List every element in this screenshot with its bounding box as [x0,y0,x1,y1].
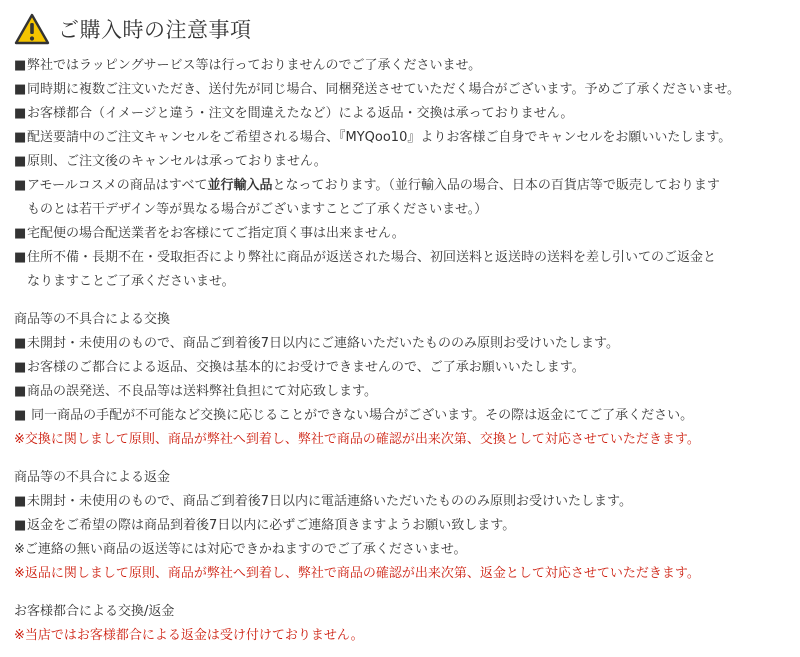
list-item [14,404,786,428]
bullet-square: ■ [14,154,27,169]
bullet-square: ■ [14,494,27,509]
note-continuation: ものとは若干デザイン等が異なる場合がございますことご了承くださいませ。） [27,202,488,217]
exchange-notice: ※交換に関しまして原則、商品が弊社へ到着し、弊社で商品の確認が出来次第、交換として対応させていただきます。 [14,432,700,447]
note-item [14,102,786,126]
note-text: 住所不備・長期不在・受取拒否により弊社に商品が返送された場合、初回送料と返送時の送料を差し引いてのご返金と [27,250,717,265]
customer-title: お客様都合による交換/返金 [14,604,175,619]
exchange-title: 商品等の不具合による交換 [14,312,171,327]
note-item-import [14,174,786,198]
note-item [14,54,786,78]
bullet-square: ■ [14,250,27,265]
bullet-square: ■ [14,178,27,193]
bullet-square: ■ [14,518,27,533]
bullet-square: ■ [14,130,27,145]
note-item [14,126,786,150]
note-text: 原則、ご注文後のキャンセルは承っておりません。 [27,154,327,169]
note-item [14,78,786,102]
note-text: 同時期に複数ご注文いただき、送付先が同じ場合、同梱発送させていただく場合がございます。予めご了承くださいませ。 [27,82,741,97]
list-item [14,380,786,404]
import-note-pre: アモールコスメの商品はすべて [27,178,208,193]
note-text: お客様都合（イメージと違う・注文を間違えたなど）による返品・交換は承っておりません。 [27,106,574,121]
note-continuation: なりますことご了承くださいませ。 [27,274,235,289]
note-text: 宅配便の場合配送業者をお客様にてご指定頂く事は出来ません。 [27,226,405,241]
customer-section [14,600,786,648]
list-item [14,356,786,380]
list-item-text: お客様のご都合による返品、交換は基本的にお受けできませんので、ご了承お願いいたします。 [27,360,585,375]
header [14,8,786,50]
refund-section [14,466,786,586]
exchange-section [14,308,786,452]
note-item [14,150,786,174]
list-item-text: 未開封・未使用のもので、商品ご到着後7日以内にご連絡いただいたもののみ原則お受けいたします。 [27,336,619,351]
import-note-post: となっております。（並行輸入品の場合、日本の百貨店等で販売しております [272,178,720,193]
bullet-square: ■ [14,408,27,423]
import-note-bold: 並行輸入品 [207,178,273,193]
customer-notice: ※当店ではお客様都合による返金は受け付けておりません。 [14,628,364,643]
bullet-square: ■ [14,384,27,399]
warning-icon [14,13,50,45]
bullet-square: ■ [14,106,27,121]
list-item-text: 商品の誤発送、不良品等は送料弊社負担にて対応致します。 [27,384,377,399]
refund-notice: ※返品に関しまして原則、商品が弊社へ到着し、弊社で商品の確認が出来次第、返金として対応させていただきます。 [14,566,700,581]
bullet-square: ■ [14,226,27,241]
page-title: ご購入時の注意事項 [58,18,252,42]
bullet-square: ■ [14,360,27,375]
note-item [14,222,786,246]
bullet-square: ■ [14,336,27,351]
list-item-text: 返金をご希望の際は商品到着後7日以内に必ずご連絡頂きますようお願い致します。 [27,518,516,533]
note-item-return [14,246,786,270]
bullet-square: ■ [14,82,27,97]
refund-plain-note: ※ご連絡の無い商品の返送等には対応できかねますのでご了承くださいませ。 [14,542,467,557]
refund-title: 商品等の不具合による返金 [14,470,171,485]
list-item [14,332,786,356]
list-item [14,490,786,514]
notes-list [14,54,786,294]
note-text: 弊社ではラッピングサービス等は行っておりませんのでご了承くださいませ。 [27,58,482,73]
list-item-text: 同一商品の手配が不可能など交換に応じることができない場合がございます。その際は返金にてご了承ください。 [27,408,694,423]
list-item-text: 未開封・未使用のもので、商品ご到着後7日以内に電話連絡いただいたもののみ原則お受けいたします。 [27,494,632,509]
list-item [14,514,786,538]
note-text: 配送要請中のご注文キャンセルをご希望される場合、『MYQoo10』よりお客様ご自身でキャンセルをお願いいたします。 [27,130,732,145]
bullet-square: ■ [14,58,27,73]
